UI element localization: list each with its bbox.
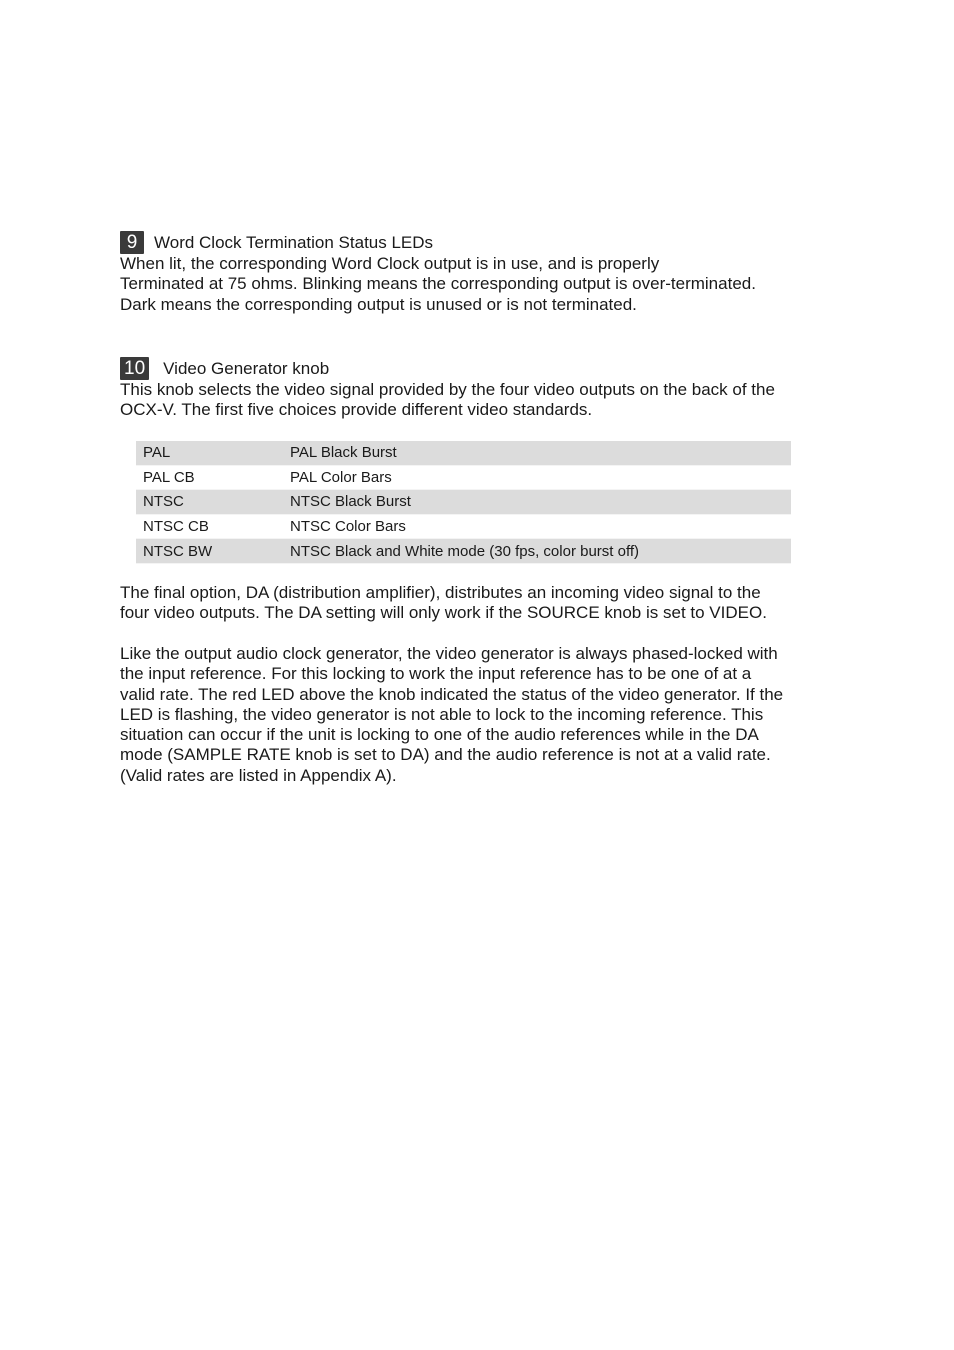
section-title: Word Clock Termination Status LEDs [154, 233, 434, 252]
paragraph-phase-lock [120, 644, 840, 786]
table-cell-setting: PAL [143, 444, 171, 462]
section-title: Video Generator knob [163, 359, 330, 378]
body-line: valid rate. The red LED above the knob indicated the status of the video generator. If the [120, 684, 784, 704]
table-cell-description: NTSC Black and White mode (30 fps, color burst off) [290, 542, 640, 560]
table-cell-description: PAL Color Bars [290, 468, 392, 486]
table-cell-setting: PAL CB [143, 468, 195, 486]
table-cell-description: PAL Black Burst [290, 444, 397, 462]
table-row [136, 466, 791, 491]
body-line: (Valid rates are listed in Appendix A). [120, 765, 397, 785]
paragraph-final-option [120, 583, 840, 624]
body-line: mode (SAMPLE RATE knob is set to DA) and the audio reference is not at a valid rate. [120, 745, 771, 765]
body-line: four video outputs. The DA setting will only work if the SOURCE knob is set to VIDEO. [120, 603, 767, 623]
body-line: Like the output audio clock generator, the video generator is always phased-locked with [120, 644, 778, 663]
table-row [136, 539, 791, 564]
video-standards-table [136, 441, 791, 564]
body-line: This knob selects the video signal provided by the four video outputs on the back of the [120, 380, 775, 399]
body-line: Dark means the corresponding output is unused or is not terminated. [120, 294, 637, 314]
section-number-badge: 10 [120, 357, 149, 380]
table-row [136, 441, 791, 466]
section-video-generator-knob [120, 357, 840, 421]
section-heading [120, 357, 840, 380]
section-heading [120, 231, 840, 254]
body-line: OCX-V. The first five choices provide different video standards. [120, 400, 593, 420]
body-line: When lit, the corresponding Word Clock output is in use, and is properly [120, 254, 660, 273]
section-body [120, 380, 840, 421]
table-row [136, 515, 791, 540]
table-cell-setting: NTSC CB [143, 518, 209, 536]
body-line: the input reference. For this locking to work the input reference has to be one of at a [120, 664, 752, 684]
body-line: LED is flashing, the video generator is not able to lock to the incoming reference. This [120, 704, 764, 724]
table-cell-setting: NTSC BW [143, 542, 213, 560]
body-line: situation can occur if the unit is locking to one of the audio references while in the DA [120, 725, 759, 745]
table-cell-setting: NTSC [143, 493, 184, 511]
section-body [120, 254, 840, 315]
section-number-badge: 9 [120, 231, 144, 254]
table-cell-description: NTSC Black Burst [290, 493, 411, 511]
body-line: Terminated at 75 ohms. Blinking means the corresponding output is over-terminated. [120, 274, 756, 294]
table-row [136, 490, 791, 515]
table-cell-description: NTSC Color Bars [290, 518, 406, 536]
section-word-clock-termination [120, 231, 840, 315]
body-line: The final option, DA (distribution amplifier), distributes an incoming video signal to the [120, 583, 761, 602]
